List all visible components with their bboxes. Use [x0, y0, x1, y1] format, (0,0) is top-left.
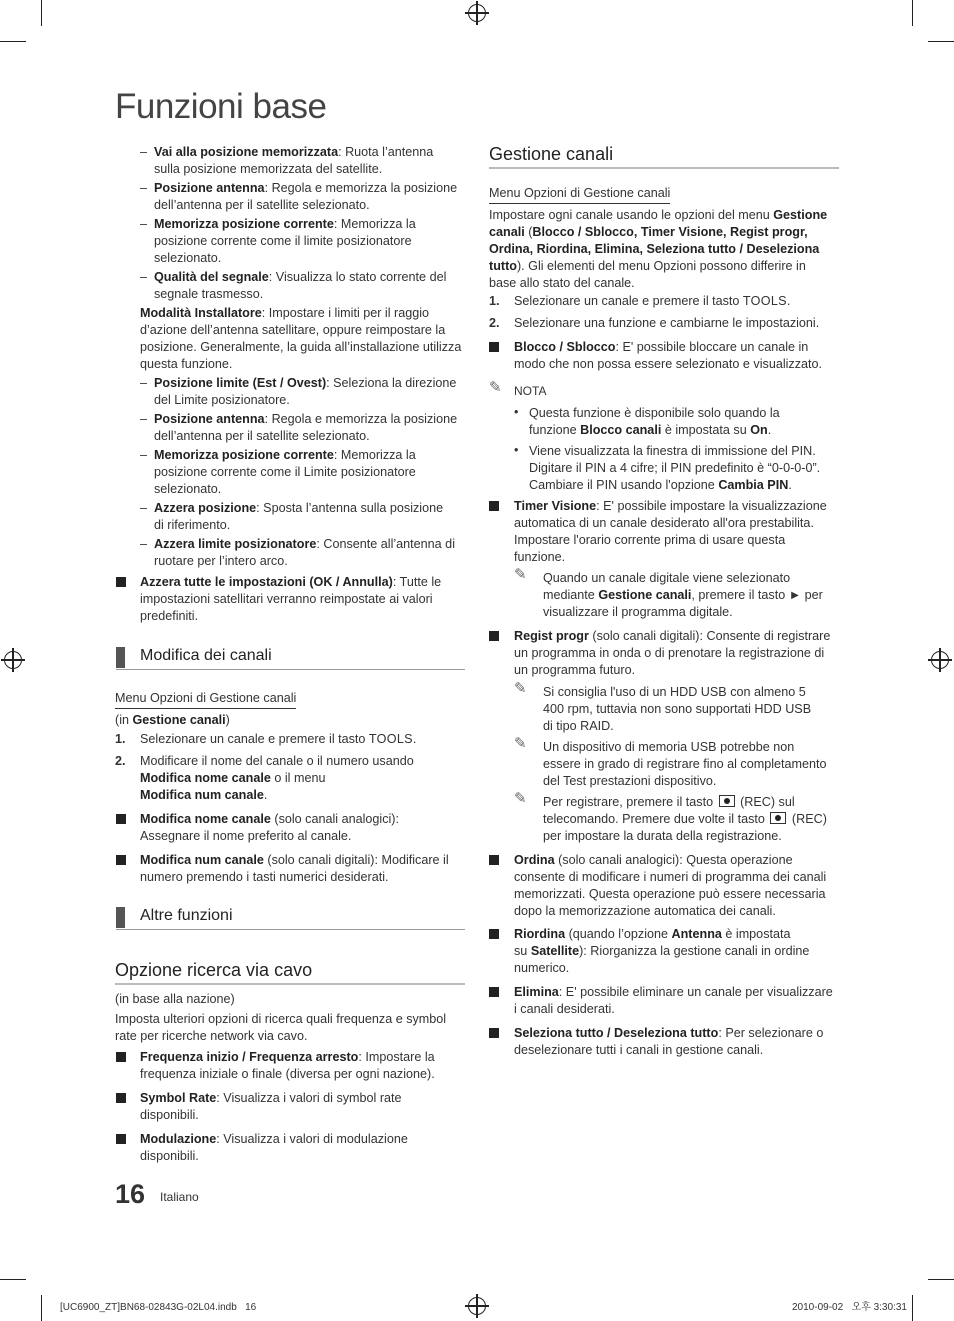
- item-text: ): Riorganizza la gestione canali in ordine: [579, 944, 810, 958]
- item-bold: On: [750, 423, 768, 437]
- item-text: Questa funzione è disponibile solo quando la: [529, 406, 780, 420]
- item-bold: Blocco canali: [580, 423, 662, 437]
- item-text: : Memorizza la: [333, 448, 416, 462]
- item-text: per impostare la durata della registrazione.: [543, 829, 782, 843]
- item-bold: Modifica nome canale: [140, 812, 271, 826]
- item-text: visualizzare il programma digitale.: [543, 605, 733, 619]
- registration-mark-icon: [931, 651, 949, 669]
- item-text: questa funzione.: [140, 357, 233, 371]
- item-text: i canali desiderati.: [514, 1002, 615, 1016]
- item-text: : Tutte le: [392, 575, 442, 589]
- item-text: base allo stato del canale.: [489, 276, 635, 290]
- item-text: : Regola e memorizza la posizione: [264, 181, 458, 195]
- item-text: un programma in onda o di prenotare la registrazione di: [514, 646, 825, 660]
- step-text: [514, 293, 790, 310]
- item-text: su: [514, 944, 531, 958]
- list-item: [140, 1049, 470, 1083]
- item-text: Selezionare un canale e premere il tasto: [514, 294, 743, 308]
- item-text: dell’antenna per il satellite selezionato.: [154, 198, 370, 212]
- item-text: disponibili.: [140, 1108, 199, 1122]
- item-text: Viene visualizzata la finestra di immissione del PIN.: [529, 444, 816, 458]
- context-note: (in base alla nazione): [115, 992, 235, 1006]
- item-text: Assegnare il nome preferito al canale.: [140, 829, 352, 843]
- item-text: (solo canali analogici): Questa operazione: [554, 853, 793, 867]
- section-bar: [116, 907, 125, 928]
- divider: [115, 983, 465, 985]
- item-text: (in: [115, 713, 133, 727]
- page-number: 16: [115, 1179, 146, 1209]
- square-bullet-icon: [489, 929, 499, 939]
- registration-mark-icon: [468, 4, 486, 22]
- item-text: sulla posizione memorizzata del satellite.: [154, 162, 383, 176]
- print-file-info: [UC6900_ZT]BN68-02843G-02L04.indb 16: [60, 1302, 257, 1313]
- tools-key: TOOLS: [368, 732, 413, 746]
- step-number: 1.: [489, 294, 500, 308]
- item-bold: Cambia PIN: [718, 478, 789, 492]
- item-text: (solo canali analogici):: [270, 812, 399, 826]
- step-number: 2.: [489, 316, 500, 330]
- item-bold: Modifica num canale: [140, 853, 264, 867]
- crop-mark: [0, 41, 26, 42]
- list-item: [514, 628, 844, 679]
- rec-button-icon: [719, 795, 735, 807]
- item-text: numerico.: [514, 961, 570, 975]
- crop-mark: [41, 0, 42, 26]
- item-bold: Memorizza posizione corrente: [154, 217, 334, 231]
- item-text: frequenza iniziale o finale (diversa per ogni nazione).: [140, 1067, 435, 1081]
- item-text: Quando un canale digitale viene selezionato: [543, 571, 791, 585]
- section-description: [115, 1011, 470, 1045]
- item-text: : E' possibile eliminare un canale per visualizzare: [558, 985, 833, 999]
- item-text: posizione corrente come il limite posizionatore: [154, 234, 412, 248]
- dot-bullet: •: [514, 443, 519, 457]
- item-text: posizione. Generalmente, la guida all’installazione utilizza: [140, 340, 462, 354]
- item-text: modo che non possa essere selezionato e visualizzato.: [514, 357, 823, 371]
- item-text: .: [412, 732, 417, 746]
- list-item: [140, 852, 470, 886]
- section-bar: [116, 647, 125, 668]
- item-text: : Visualizza i valori di modulazione: [216, 1132, 408, 1146]
- item-text: Selezionare un canale e premere il tasto: [140, 732, 369, 746]
- modalita-paragraph: [140, 305, 470, 373]
- item-text: Impostare ogni canale usando le opzioni del menu: [489, 208, 774, 222]
- crop-mark: [0, 1279, 26, 1280]
- step-number: 2.: [115, 754, 126, 768]
- square-bullet-icon: [489, 1028, 499, 1038]
- item-bold: Gestione canali: [598, 588, 692, 602]
- square-bullet-icon: [116, 1093, 126, 1103]
- item-text: ). Gli elementi del menu Opzioni possono differire in: [516, 259, 806, 273]
- list-item: [514, 852, 844, 920]
- item-text: , premere il tasto ► per: [691, 588, 823, 602]
- menu-path: [115, 690, 296, 709]
- item-text: ): [225, 713, 230, 727]
- list-item: [140, 1131, 470, 1165]
- item-bold: Ordina, Riordina, Elimina, Seleziona tutto / Deseleziona: [489, 242, 820, 256]
- list-item: [140, 811, 470, 845]
- page-title: Funzioni base: [115, 87, 327, 126]
- item-text: (: [524, 225, 533, 239]
- note-label: NOTA: [514, 384, 547, 398]
- crop-mark: [912, 0, 913, 26]
- item-bold: Elimina: [514, 985, 559, 999]
- item-bold: canali: [489, 225, 525, 239]
- step-text: [140, 731, 416, 748]
- registration-mark-icon: [4, 651, 22, 669]
- list-item: [140, 1090, 470, 1124]
- item-text: telecomando. Premere due volte il tasto: [543, 812, 769, 826]
- item-bold: Modulazione: [140, 1132, 217, 1146]
- note-item: [529, 443, 844, 494]
- item-text: .: [788, 478, 792, 492]
- square-bullet-icon: [489, 631, 499, 641]
- section-description: [489, 207, 844, 292]
- item-text: Cambiare il PIN usando l'opzione: [529, 478, 719, 492]
- item-text: : Memorizza la: [333, 217, 416, 231]
- print-date-info: 2010-09-02 오후 3:30:31: [792, 1302, 907, 1313]
- list-item: [514, 984, 844, 1018]
- square-bullet-icon: [116, 1052, 126, 1062]
- item-bold: Memorizza posizione corrente: [154, 448, 334, 462]
- pencil-note-icon: ✎: [514, 680, 527, 697]
- item-text: Si consiglia l'uso di un HDD USB con almeno 5: [543, 685, 806, 699]
- registration-mark-icon: [468, 1297, 486, 1315]
- item-text: funzione.: [514, 550, 566, 564]
- item-text: : Seleziona la direzione: [326, 376, 457, 390]
- item-text: o il menu: [270, 771, 326, 785]
- item-bold: Qualità del segnale: [154, 270, 269, 284]
- item-text: : Visualizza i valori di symbol rate: [216, 1091, 402, 1105]
- item-text: : Ruota l’antenna: [338, 145, 434, 159]
- square-bullet-icon: [489, 855, 499, 865]
- item-text: : Sposta l’antenna sulla posizione: [256, 501, 444, 515]
- item-text: Un dispositivo di memoria USB potrebbe non: [543, 740, 795, 754]
- item-text: .: [767, 423, 772, 437]
- square-bullet-icon: [116, 1134, 126, 1144]
- crop-mark: [41, 1295, 42, 1321]
- item-text: del Test prestazioni dispositivo.: [543, 774, 717, 788]
- list-item: [514, 339, 844, 373]
- page-language: Italiano: [160, 1190, 199, 1204]
- pencil-note-icon: ✎: [514, 790, 527, 807]
- context-note: [115, 712, 230, 729]
- item-text: un programma futuro.: [514, 663, 636, 677]
- item-bold: Vai alla posizione memorizzata: [154, 145, 339, 159]
- item-bold: Blocco / Sblocco, Timer Visione, Regist progr,: [532, 225, 808, 239]
- square-bullet-icon: [116, 814, 126, 824]
- item-bold: Azzera posizione: [154, 501, 257, 515]
- divider: [489, 167, 839, 169]
- item-bold: Blocco / Sblocco: [514, 340, 616, 354]
- item-bold: Symbol Rate: [140, 1091, 217, 1105]
- item-bold: Modifica nome canale: [140, 771, 271, 785]
- divider: [116, 929, 465, 930]
- item-bold: Gestione: [773, 208, 828, 222]
- item-text: disponibili.: [140, 1149, 199, 1163]
- item-text: (solo canali digitali): Consente di registrare: [588, 629, 831, 643]
- item-text: : Consente all’antenna di: [316, 537, 455, 551]
- tools-key: TOOLS: [742, 294, 787, 308]
- crop-mark: [928, 1279, 954, 1280]
- item-text: : E' possibile bloccare un canale in: [615, 340, 809, 354]
- item-text: (REC) sul: [736, 795, 795, 809]
- list-item: [514, 926, 844, 977]
- menu-path-text: Menu Opzioni di Gestione canali: [115, 690, 296, 709]
- item-text: posizione corrente come il Limite posizionatore: [154, 465, 416, 479]
- step-text: [140, 753, 470, 804]
- list-item: [514, 498, 844, 566]
- square-bullet-icon: [116, 577, 126, 587]
- dot-bullet: •: [514, 405, 519, 419]
- item-bold: Regist progr: [514, 629, 589, 643]
- item-text: automatica di un canale desiderato all'ora prestabilita.: [514, 516, 814, 530]
- item-text: d’azione dell’antenna satellitare, oppure reimpostare la: [140, 323, 446, 337]
- item-bold: Gestione canali: [132, 713, 226, 727]
- crop-mark: [912, 1295, 913, 1321]
- item-text: : Impostare la: [358, 1050, 435, 1064]
- item-text: numero premendo i tasti numerici desiderati.: [140, 870, 389, 884]
- item-text: Imposta ulteriori opzioni di ricerca quali frequenza e symbol: [115, 1012, 447, 1026]
- item-text: Digitare il PIN a 4 cifre; il PIN predefinito è “0-0-0-0”.: [529, 461, 821, 475]
- rec-button-icon: [770, 812, 786, 824]
- square-bullet-icon: [489, 501, 499, 511]
- section-heading: Altre funzioni: [140, 907, 233, 924]
- item-text: Per registrare, premere il tasto: [543, 795, 717, 809]
- item-text: mediante: [543, 588, 599, 602]
- item-text: è impostata: [721, 927, 791, 941]
- square-bullet-icon: [489, 342, 499, 352]
- menu-path: [489, 185, 670, 204]
- pencil-note-icon: ✎: [514, 735, 527, 752]
- item-text: 400 rpm, tuttavia non sono supportati HDD USB: [543, 702, 812, 716]
- item-text: .: [263, 788, 268, 802]
- square-bullet-icon: [116, 855, 126, 865]
- pencil-note-icon: ✎: [489, 379, 502, 396]
- note-item: [543, 684, 843, 735]
- item-bold: Posizione antenna: [154, 181, 265, 195]
- note-item: [543, 570, 843, 621]
- item-text: del Limite posizionatore.: [154, 393, 290, 407]
- item-bold: Frequenza inizio / Frequenza arresto: [140, 1050, 359, 1064]
- item-text: (solo canali digitali): Modificare il: [263, 853, 449, 867]
- item-text: dell’antenna per il satellite selezionato.: [154, 429, 370, 443]
- item-bold: Seleziona tutto / Deseleziona tutto: [514, 1026, 719, 1040]
- item-bold: Timer Visione: [514, 499, 597, 513]
- item-bold: Ordina: [514, 853, 555, 867]
- step-number: 1.: [115, 732, 126, 746]
- item-text: : Per selezionare o: [718, 1026, 824, 1040]
- note-item: [543, 794, 843, 845]
- item-text: rate per ricerche network via cavo.: [115, 1029, 308, 1043]
- item-text: impostazioni satellitari verranno reimpostate ai valori: [140, 592, 433, 606]
- item-bold: Riordina: [514, 927, 566, 941]
- square-bullet-icon: [489, 987, 499, 997]
- item-text: : Impostare i limiti per il raggio: [261, 306, 430, 320]
- section-heading: Modifica dei canali: [140, 647, 272, 664]
- item-text: dopo la memorizzazione automatica dei canali.: [514, 904, 776, 918]
- item-text: di tipo RAID.: [543, 719, 614, 733]
- list-item: [514, 1025, 844, 1059]
- item-text: : Regola e memorizza la posizione: [264, 412, 458, 426]
- note-item: [543, 739, 843, 790]
- step-text: Selezionare una funzione e cambiarne le impostazioni.: [514, 316, 820, 330]
- item-bold: Antenna: [671, 927, 722, 941]
- item-text: (quando l’opzione: [565, 927, 672, 941]
- pencil-note-icon: ✎: [514, 566, 527, 583]
- item-text: .: [786, 294, 791, 308]
- item-bold: Modifica num canale: [140, 788, 264, 802]
- item-text: Modificare il nome del canale o il numero usando: [140, 754, 414, 768]
- item-text: è impostata su: [661, 423, 751, 437]
- item-text: : Visualizza lo stato corrente del: [268, 270, 447, 284]
- item-bold: Azzera tutte le impostazioni (OK / Annulla): [140, 575, 393, 589]
- item-text: ruotare per l’intero arco.: [154, 554, 288, 568]
- note-item: [529, 405, 839, 439]
- section-heading: Gestione canali: [489, 144, 614, 164]
- item-text: memorizzati. Questa operazione può essere necessaria: [514, 887, 826, 901]
- item-bold: Posizione limite (Est / Ovest): [154, 376, 327, 390]
- menu-path-text: Menu Opzioni di Gestione canali: [489, 185, 670, 204]
- item-bold: Azzera limite posizionatore: [154, 537, 317, 551]
- item-bold: Posizione antenna: [154, 412, 265, 426]
- item-text: selezionato.: [154, 251, 222, 265]
- item-text: Impostare l'orario corrente prima di usare questa: [514, 533, 786, 547]
- item-bold: tutto: [489, 259, 517, 273]
- item-text: predefiniti.: [140, 609, 199, 623]
- item-text: di riferimento.: [154, 518, 231, 532]
- item-bold: Modalità Installatore: [140, 306, 262, 320]
- item-text: funzione: [529, 423, 581, 437]
- item-bold: Satellite: [530, 944, 580, 958]
- azzera-item: [140, 574, 470, 625]
- divider: [116, 669, 465, 670]
- item-text: selezionato.: [154, 482, 222, 496]
- item-text: (REC): [788, 812, 827, 826]
- item-text: consente di modificare i numeri di programma dei canali: [514, 870, 827, 884]
- item-text: : E' possibile impostare la visualizzazione: [596, 499, 827, 513]
- item-text: essere in grado di registrare fino al completamento: [543, 757, 827, 771]
- item-text: segnale trasmesso.: [154, 287, 264, 301]
- section-heading: Opzione ricerca via cavo: [115, 960, 313, 980]
- crop-mark: [928, 41, 954, 42]
- item-text: deselezionare tutti i canali in gestione canali.: [514, 1043, 764, 1057]
